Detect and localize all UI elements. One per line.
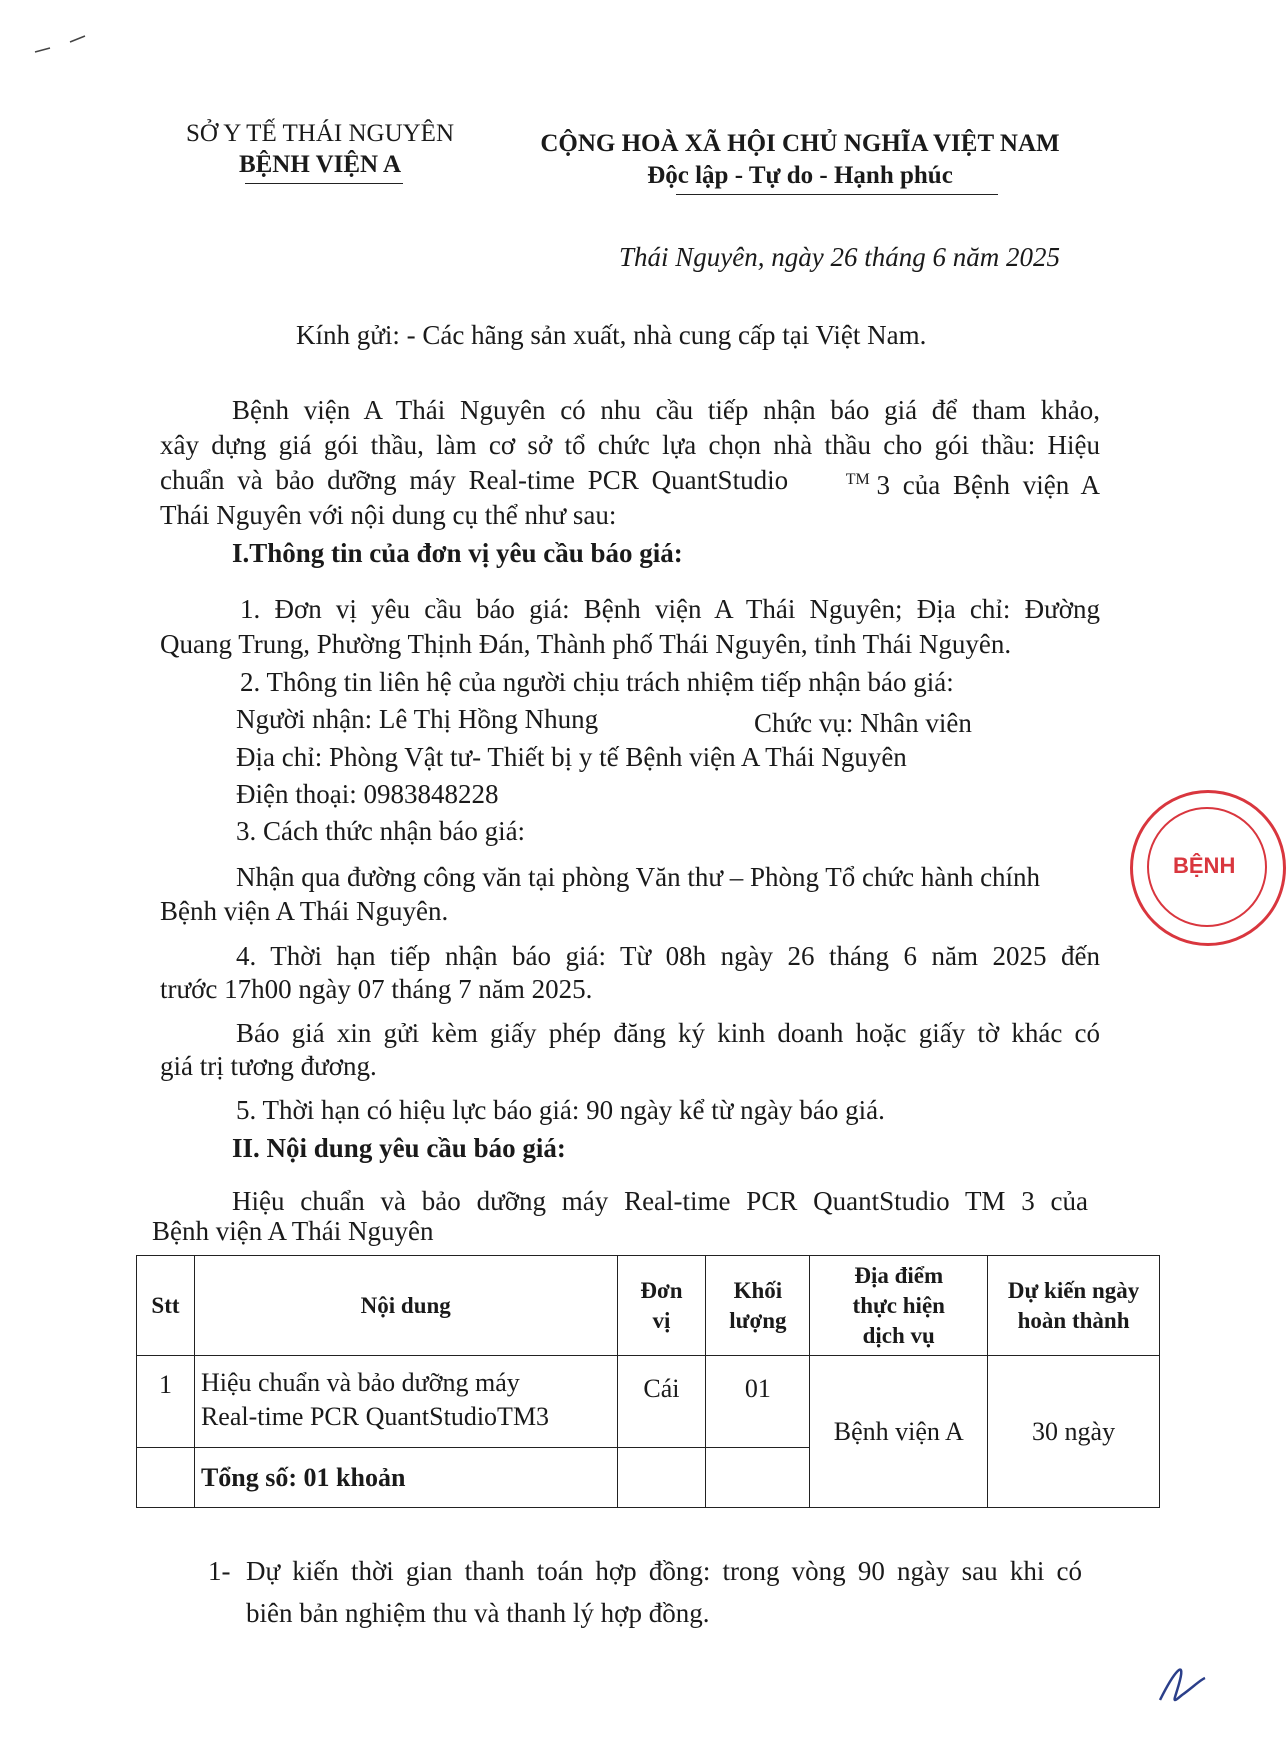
footer-item-number: 1- [208,1556,231,1586]
receiver-phone: Điện thoại: 0983848228 [236,779,499,809]
trademark-mark: TM [845,471,870,488]
motto-underline [676,194,998,195]
recipient: Kính gửi: - Các hãng sản xuất, nhà cung cấp tại Việt Nam. [296,320,927,350]
section-1-title: I.Thông tin của đơn vị yêu cầu báo giá: [232,538,683,568]
intro-line-3-b [846,463,1100,502]
header-place [810,1256,988,1356]
receiver-name: Người nhận: Lê Thị Hồng Nhung [236,704,599,734]
header-stt: Stt [137,1256,195,1356]
section-1-item-2: 2. Thông tin liên hệ của người chịu trách nhiệm tiếp nhận báo giá: [240,667,954,697]
initial-signature-mark [1150,1650,1210,1710]
section-2-desc-line-1: Hiệu chuẩn và bảo dưỡng máy Real-time PCR QuantStudio TM 3 của [232,1186,1088,1216]
header-content: Nội dung [194,1256,617,1356]
date-line: Thái Nguyên, ngày 26 tháng 6 năm 2025 [619,242,1060,272]
total-label: Tổng số: 01 khoản [194,1448,617,1508]
section-2-title: II. Nội dung yêu cầu báo giá: [232,1133,566,1163]
header-place-l2: thực hiện [852,1292,945,1318]
scan-speck [30,30,90,60]
section-1-item-1-line-1: 1. Đơn vị yêu cầu báo giá: Bệnh viện A Thái Nguyên; Địa chỉ: Đường [240,594,1100,624]
department-name: SỞ Y TẾ THÁI NGUYÊN [185,120,455,147]
hospital-underline [245,183,403,184]
attachment-line-1: Báo giá xin gửi kèm giấy phép đăng ký kinh doanh hoặc giấy tờ khác có [236,1018,1100,1048]
header-place-l3: dịch vụ [862,1322,935,1348]
hospital-name: BỆNH VIỆN A [238,151,402,178]
header-completion [988,1256,1160,1356]
hospital-stamp [1130,790,1286,946]
republic-title: CỘNG HOÀ XÃ HỘI CHỦ NGHĨA VIỆT NAM [540,130,1060,157]
total-stt-empty [137,1448,195,1508]
section-1-item-4-line-1: 4. Thời hạn tiếp nhận báo giá: Từ 08h ngày 26 tháng 6 năm 2025 đến [236,941,1100,971]
section-1-item-1-line-2: Quang Trung, Phường Thịnh Đán, Thành phố Thái Nguyên, tỉnh Thái Nguyên. [160,629,1012,659]
section-1-item-3-line-1: Nhận qua đường công văn tại phòng Văn thư – Phòng Tổ chức hành chính [236,862,1041,892]
attachment-line-2: giá trị tương đương. [160,1051,377,1081]
table-header-row [137,1256,1160,1356]
row1-stt: 1 [137,1356,195,1448]
total-unit-empty [617,1448,706,1508]
header-qty-l1: Khối [733,1277,783,1303]
intro-line-4: Thái Nguyên với nội dung cụ thể như sau: [160,500,617,530]
motto: Độc lập - Tự do - Hạnh phúc [647,162,953,189]
row1-content-l2: Real-time PCR QuantStudioTM3 [200,1402,550,1431]
intro-line-1: Bệnh viện A Thái Nguyên có nhu cầu tiếp nhận báo giá để tham khảo, [232,395,1100,425]
row1-content [194,1356,617,1448]
stamp-text: BỆNH [1173,853,1236,878]
section-1-item-3: 3. Cách thức nhận báo giá: [236,816,526,846]
header-place-l1: Địa điểm [854,1262,944,1288]
header-unit-l2: vị [652,1307,671,1333]
footer-line-2: biên bản nghiệm thu và thanh lý hợp đồng. [246,1598,710,1628]
header-date-l1: Dự kiến ngày [1007,1277,1140,1303]
intro-line-2: xây dựng giá gói thầu, làm cơ sở tổ chức lựa chọn nhà thầu cho gói thầu: Hiệu [160,430,1100,460]
header-date-l2: hoàn thành [1017,1307,1130,1333]
section-1-item-4-line-2: trước 17h00 ngày 07 tháng 7 năm 2025. [160,974,593,1004]
row1-quantity: 01 [706,1356,810,1448]
row1-unit: Cái [617,1356,706,1448]
footer-line-1: Dự kiến thời gian thanh toán hợp đồng: trong vòng 90 ngày sau khi có [246,1556,1082,1586]
receiver-address: Địa chỉ: Phòng Vật tư- Thiết bị y tế Bệnh viện A Thái Nguyên [236,742,907,772]
receiver-position: Chức vụ: Nhân viên [754,708,972,738]
header-unit-l1: Đơn [640,1277,683,1303]
quote-request-table [136,1255,1160,1508]
intro-line-3-a: chuẩn và bảo dưỡng máy Real-time PCR QuantStudio [160,465,789,495]
intro-line-3-b-text: 3 của Bệnh viện A [876,470,1100,500]
header-quantity [706,1256,810,1356]
section-1-item-5: 5. Thời hạn có hiệu lực báo giá: 90 ngày kể từ ngày báo giá. [236,1095,885,1125]
row1-completion: 30 ngày [988,1356,1160,1508]
row1-place: Bệnh viện A [810,1356,988,1508]
row1-content-l1: Hiệu chuẩn và bảo dưỡng máy [200,1368,520,1397]
total-qty-empty [706,1448,810,1508]
section-2-desc-line-2: Bệnh viện A Thái Nguyên [152,1216,434,1246]
header-unit [617,1256,706,1356]
section-1-item-3-line-2: Bệnh viện A Thái Nguyên. [160,896,449,926]
intro-line-3 [160,463,1100,502]
header-qty-l2: lượng [729,1307,787,1333]
table-row [137,1356,1160,1448]
